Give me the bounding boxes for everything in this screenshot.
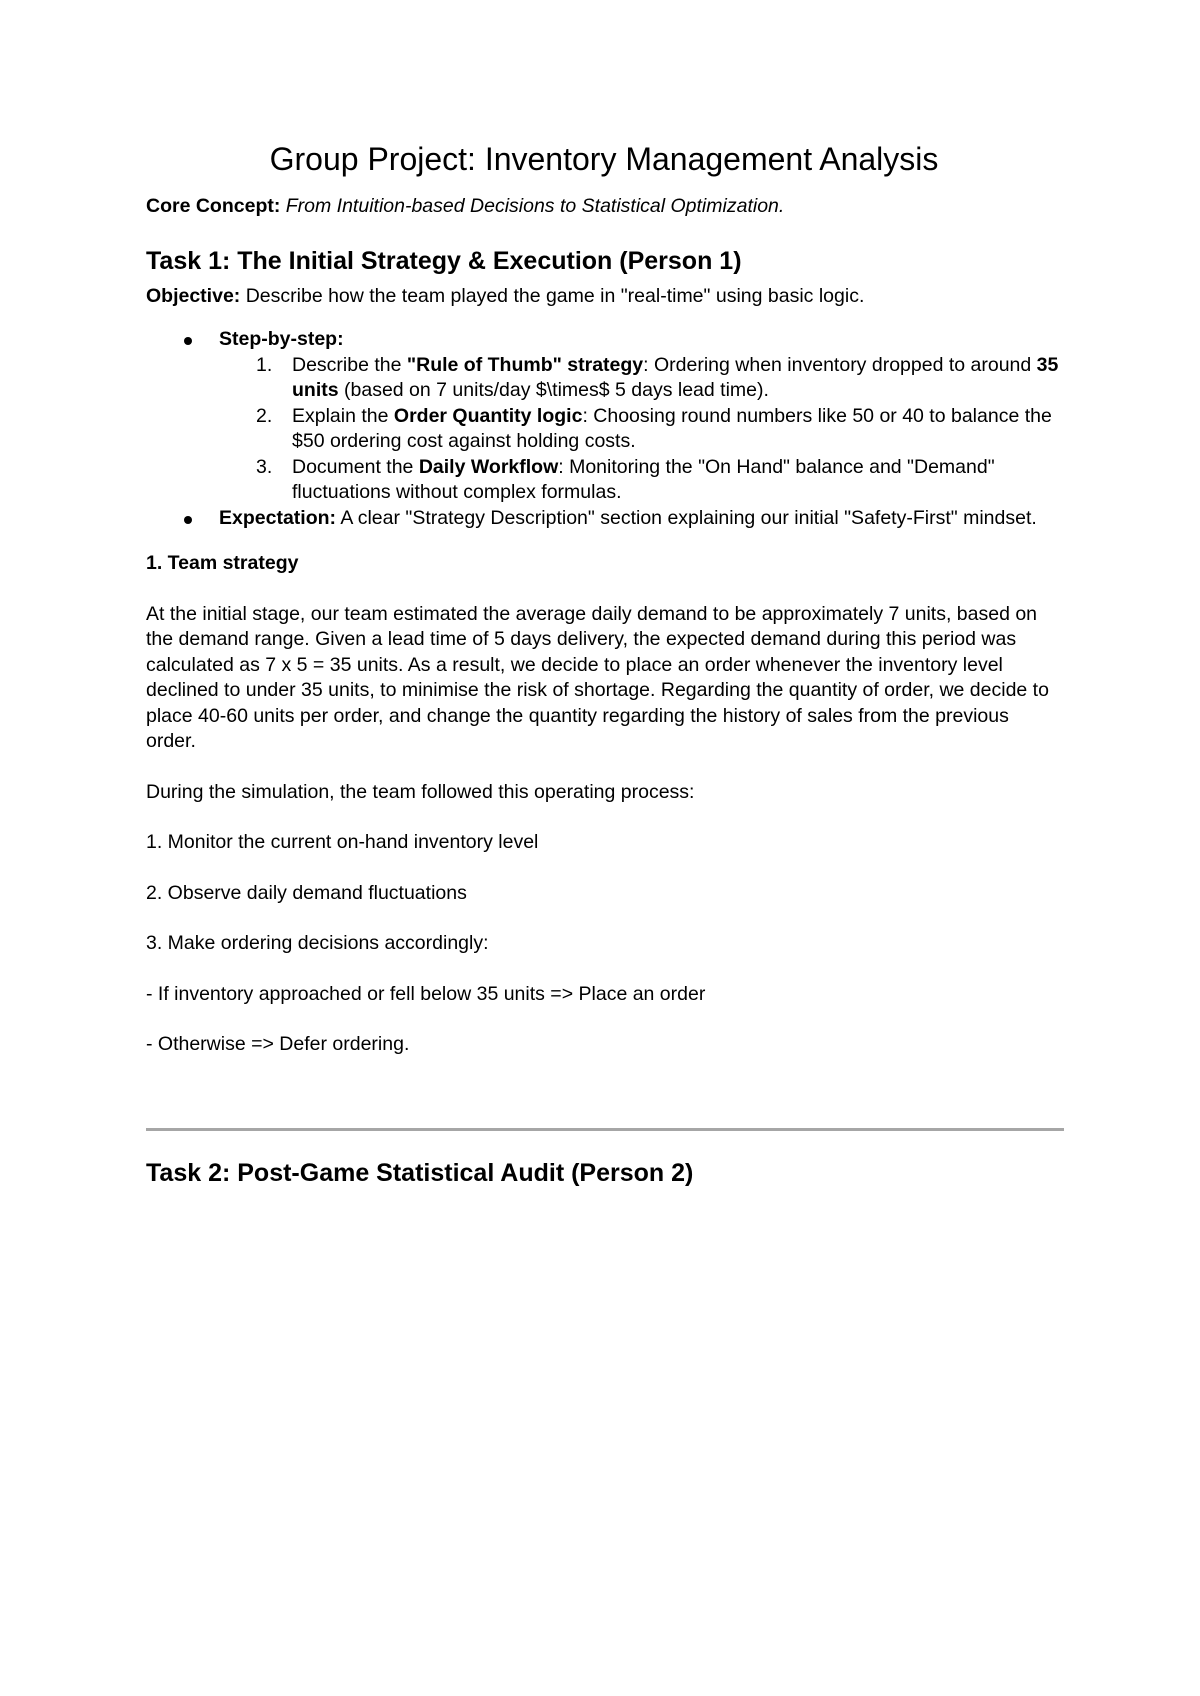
step-text: : Monitoring the "On Hand" balance and "Demand" fluctuations without complex formulas. [292,455,995,504]
team-strategy-heading: 1. Team strategy [146,552,299,575]
step-text: Document the [292,455,419,478]
step-text: : Ordering when inventory dropped to around [643,353,1037,376]
task1-bullet-list-2 [146,506,1062,532]
section-divider [146,1128,1064,1131]
step-text: : Choosing round numbers like 50 or 40 to balance the $50 ordering cost against holding costs. [292,404,1052,453]
step-number: 3. [256,455,273,478]
bullet-step-by-step [146,327,1062,353]
expectation-text: A clear "Strategy Description" section explaining our initial "Safety-First" mindset. [336,506,1037,529]
process-step-1: 1. Monitor the current on-hand inventory level [146,831,539,854]
step-text: Describe the [292,353,407,376]
bullet-icon [184,337,192,345]
step-item-1 [219,353,1062,404]
step-bold-text: Daily Workflow [418,455,559,478]
task1-heading: Task 1: The Initial Strategy & Execution (Person 1) [146,246,742,275]
bullet-icon [184,516,192,524]
process-step-3: 3. Make ordering decisions accordingly: [146,932,489,955]
ordering-rule-2: - Otherwise => Defer ordering. [146,1033,410,1056]
step-item-2 [219,404,1062,455]
task1-bullet-list [146,327,1062,353]
task1-steps [146,353,1062,506]
step-bold-text: "Rule of Thumb" strategy [406,353,644,376]
step-text: (based on 7 units/day $\times$ 5 days lead time). [338,379,769,402]
process-intro: During the simulation, the team followed this operating process: [146,780,695,803]
objective-text: Describe how the team played the game in "real-time" using basic logic. [240,284,865,307]
step-text: Explain the [292,404,394,427]
task2-heading: Task 2: Post-Game Statistical Audit (Person 2) [146,1158,694,1187]
expectation-label: Expectation: [219,506,337,529]
step-label: Step-by-step: [219,328,344,351]
step-number: 1. [256,353,273,376]
process-step-2: 2. Observe daily demand fluctuations [146,881,467,904]
core-concept [146,194,1062,220]
team-strategy-paragraph: At the initial stage, our team estimated the average daily demand to be approximately 7 units, based on the demand range. Given a lead time of 5 days delivery, the expected demand during this period was calculated as 7 x 5 = 35 units. As a result, we decide to place an order whenever the inventory level declined to under 35 units, to minimise the risk of shortage. Regarding the quantity of order, we decide to place 40-60 units per order, and change the quantity regarding the history of sales from the previous order. [146,602,1049,753]
step-bold-text: 35 units [292,353,1059,402]
page-title: Group Project: Inventory Management Analysis [269,141,939,177]
core-concept-label: Core Concept: [146,195,281,218]
core-concept-text: From Intuition-based Decisions to Statistical Optimization. [280,195,785,218]
task1-objective [146,284,1062,310]
ordering-rule-1: - If inventory approached or fell below 35 units => Place an order [146,982,706,1005]
step-bold-text: Order Quantity logic [393,404,583,427]
objective-label: Objective: [146,284,241,307]
bullet-expectation [146,506,1062,532]
step-item-3 [219,455,1062,506]
step-number: 2. [256,404,273,427]
document-page [146,140,1062,1188]
